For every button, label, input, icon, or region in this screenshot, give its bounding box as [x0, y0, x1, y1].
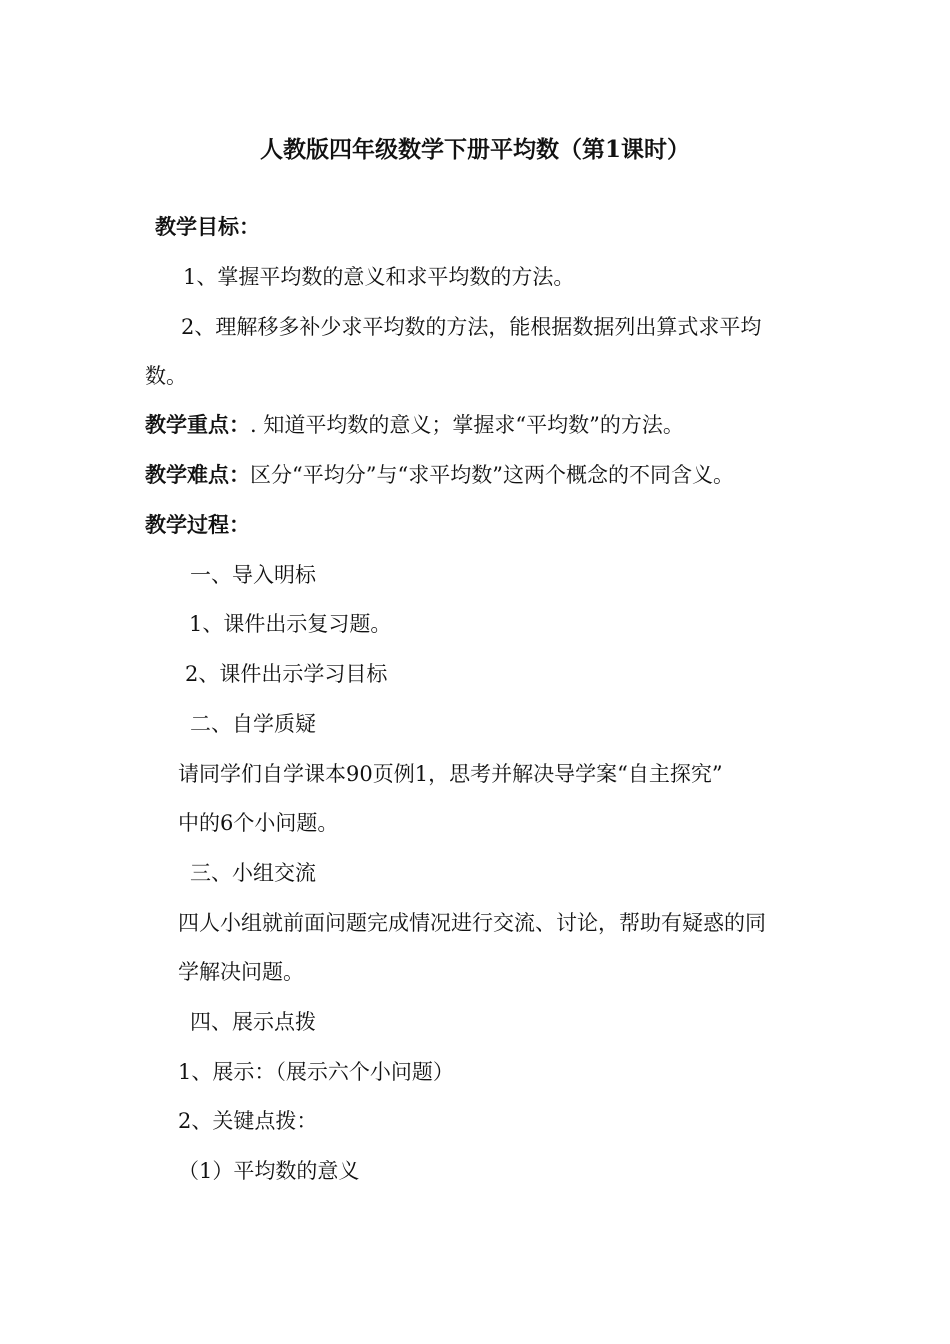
- goals-heading: 教学目标：: [155, 214, 260, 239]
- key-point-text: . 知道平均数的意义；掌握求“平均数”的方法。: [250, 413, 684, 437]
- section-3-line-2: 学解决问题。: [178, 960, 304, 984]
- section-3-heading: 三、小组交流: [190, 861, 316, 885]
- section-1-heading: 一、导入明标: [190, 563, 316, 587]
- section-3-line-1: 四人小组就前面问题完成情况进行交流、讨论，帮助有疑惑的同: [178, 911, 766, 935]
- section-4-heading: 四、展示点拨: [190, 1010, 316, 1034]
- section-4-subitem-1: （1）平均数的意义: [178, 1159, 360, 1183]
- process-heading: 教学过程：: [145, 512, 250, 537]
- section-4-item-2: 2、关键点拨：: [178, 1109, 318, 1133]
- section-4-item-1: 1、展示：（展示六个小问题）: [178, 1060, 454, 1084]
- key-point-label: 教学重点：: [145, 412, 250, 437]
- goal-item-2-line-2: 数。: [145, 364, 187, 388]
- difficulty-label: 教学难点：: [145, 462, 250, 487]
- document-title: 人教版四年级数学下册平均数（第1课时）: [259, 136, 690, 163]
- section-1-item-1: 1、课件出示复习题。: [189, 612, 392, 636]
- goal-item-1: 1、掌握平均数的意义和求平均数的方法。: [183, 265, 575, 289]
- section-2-line-2: 中的6个小问题。: [178, 811, 339, 835]
- goal-item-2-line-1: 2、理解移多补少求平均数的方法，能根据数据列出算式求平均: [181, 315, 762, 339]
- section-1-item-2: 2、课件出示学习目标: [185, 662, 388, 686]
- difficulty-line: [145, 461, 734, 489]
- section-2-heading: 二、自学质疑: [190, 712, 316, 736]
- section-2-line-1: 请同学们自学课本90页例1，思考并解决导学案“自主探究”: [178, 762, 723, 786]
- key-point-line: [145, 411, 684, 439]
- difficulty-text: 区分“平均分”与“求平均数”这两个概念的不同含义。: [250, 463, 734, 487]
